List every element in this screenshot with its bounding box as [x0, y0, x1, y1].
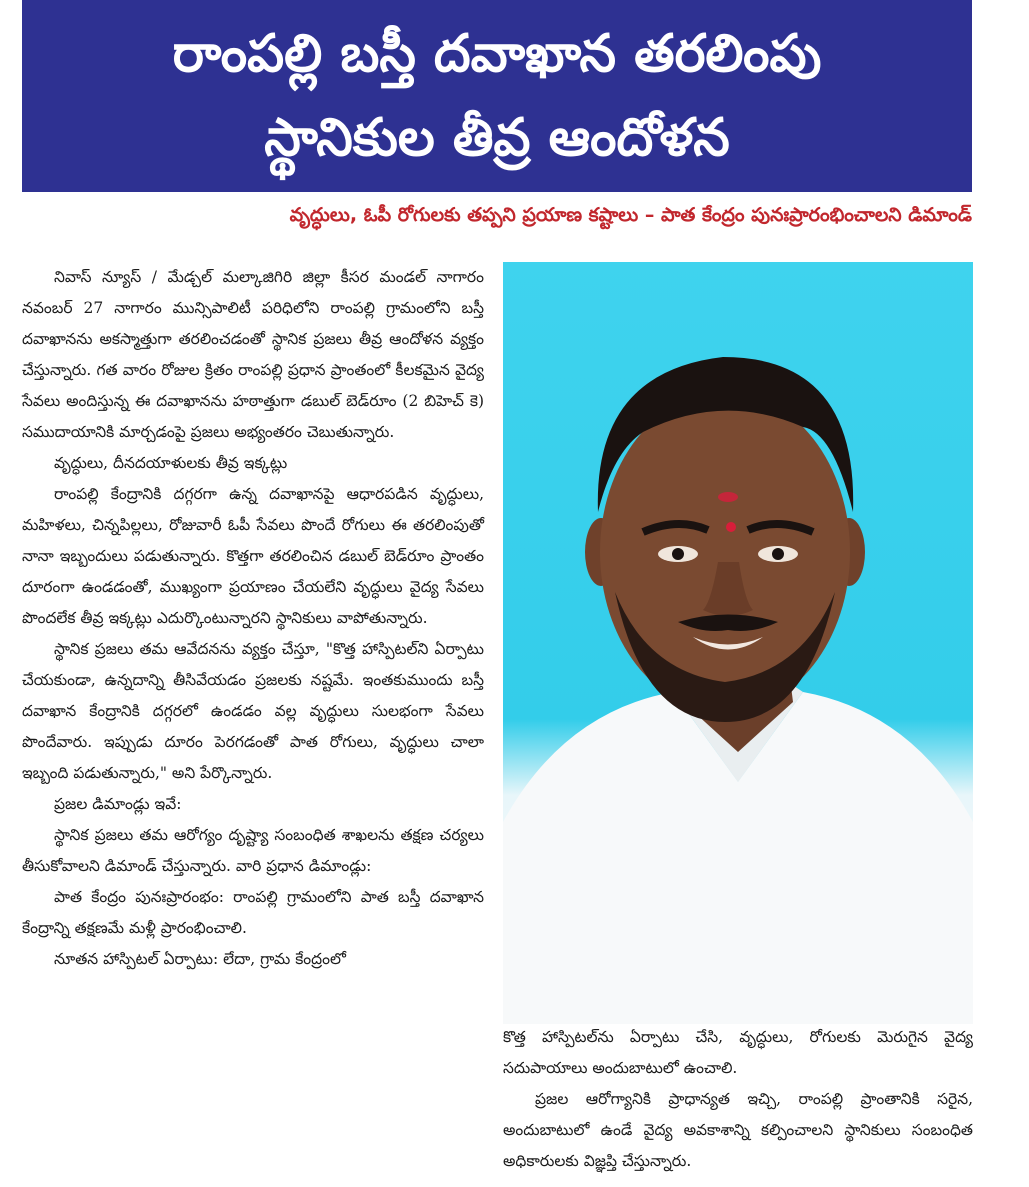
- headline-banner: [22, 0, 972, 192]
- article-paragraph: ప్రజల ఆరోగ్యానికి ప్రాధాన్యత ఇచ్చి, రాంపల్లి ప్రాంతానికి సరైన, అందుబాటులో ఉండే వైద్య అవకాశాన్ని కల్పించాలని స్థానికులు సంబంధిత అధికారులకు విజ్ఞప్తి చేస్తున్నారు.: [503, 1090, 973, 1170]
- article-paragraph: రాంపల్లి కేంద్రానికి దగ్గరగా ఉన్న దవాఖానపై ఆధారపడిన వృద్ధులు, మహిళలు, చిన్నపిల్లలు, రోజువారీ ఓపీ సేవలు పొందే రోగులు ఈ తరలింపుతో నానా ఇబ్బందులు పడుతున్నారు. కొత్తగా తరలించిన డబుల్ బెడ్‌రూం ప్రాంతం దూరంగా ఉండడంతో, ముఖ్యంగా ప్రయాణం చేయలేని వృద్ధులు వైద్య సేవలు పొందలేక తీవ్ర ఇక్కట్లు ఎదుర్కొంటున్నారని స్థానికులు వాపోతున్నారు.: [22, 485, 484, 627]
- headline-line-1: రాంపల్లి బస్తీ దవాఖాన తరలింపు: [172, 24, 822, 84]
- portrait-illustration: [503, 262, 973, 1024]
- article-paragraph: స్థానిక ప్రజలు తమ ఆవేదనను వ్యక్తం చేస్తూ, "కొత్త హాస్పిటల్‌ని ఏర్పాటు చేయకుండా, ఉన్నదాన్ని తీసివేయడం ప్రజలకు నష్టమే. ఇంతకుముందు బస్తీ దవాఖాన కేంద్రానికి దగ్గరలో ఉండడం వల్ల వృద్ధులు సులభంగా సేవలు పొందేవారు. ఇప్పుడు దూరం పెరగడంతో పాత రోగులు, వృద్ధులు చాలా ఇబ్బంది పడుతున్నారు," అని పేర్కొన్నారు.: [22, 640, 484, 782]
- subheadline: వృద్ధులు, ఓపీ రోగులకు తప్పని ప్రయాణ కష్టాలు – పాత కేంద్రం పునఃప్రారంభించాలని డిమాండ్: [289, 204, 972, 226]
- section-subheading: ప్రజల డిమాండ్లు ఇవే:: [54, 795, 182, 813]
- article-paragraph: నూతన హాస్పిటల్ ఏర్పాటు: లేదా, గ్రామ కేంద్రంలో: [54, 950, 346, 968]
- article-paragraph: పాత కేంద్రం పునఃప్రారంభం: రాంపల్లి గ్రామంలోని పాత బస్తీ దవాఖాన కేంద్రాన్ని తక్షణమే మళ్లీ ప్రారంభించాలి.: [22, 888, 484, 937]
- article-paragraph: స్థానిక ప్రజలు తమ ఆరోగ్యం దృష్ట్యా సంబంధిత శాఖలను తక్షణ చర్యలు తీసుకోవాలని డిమాండ్ చేస్తున్నారు. వారి ప్రధాన డిమాండ్లు:: [22, 826, 484, 875]
- article-left-column: [22, 262, 484, 975]
- article-right-column: [503, 1022, 973, 1177]
- section-subheading: వృద్ధులు, దీనదయాళులకు తీవ్ర ఇక్కట్లు: [54, 454, 288, 472]
- headline-line-2: స్థానికుల తీవ్ర ఆందోళన: [264, 108, 730, 168]
- article-paragraph: కొత్త హాస్పిటల్‌ను ఏర్పాటు చేసి, వృద్ధులు, రోగులకు మెరుగైన వైద్య సదుపాయాలు అందుబాటులో ఉంచాలి.: [503, 1028, 973, 1077]
- portrait-photo: [503, 262, 973, 1024]
- article-paragraph: నివాస్ న్యూస్ / మేడ్చల్ మల్కాజిగిరి జిల్లా కీసర మండల్ నాగారం నవంబర్ 27 నాగారం మున్సిపాలిటీ పరిధిలోని రాంపల్లి గ్రామంలోని బస్తీ దవాఖానను అకస్మాత్తుగా తరలించడంతో స్థానిక ప్రజలు తీవ్ర ఆందోళన వ్యక్తం చేస్తున్నారు. గత వారం రోజుల క్రితం రాంపల్లి ప్రధాన ప్రాంతంలో కీలకమైన వైద్య సేవలు అందిస్తున్న ఈ దవాఖానను హఠాత్తుగా డబుల్ బెడ్‌రూం (2 బిహెచ్ కె) సముదాయానికి మార్చడంపై ప్రజలు అభ్యంతరం చెబుతున్నారు.: [22, 268, 484, 441]
